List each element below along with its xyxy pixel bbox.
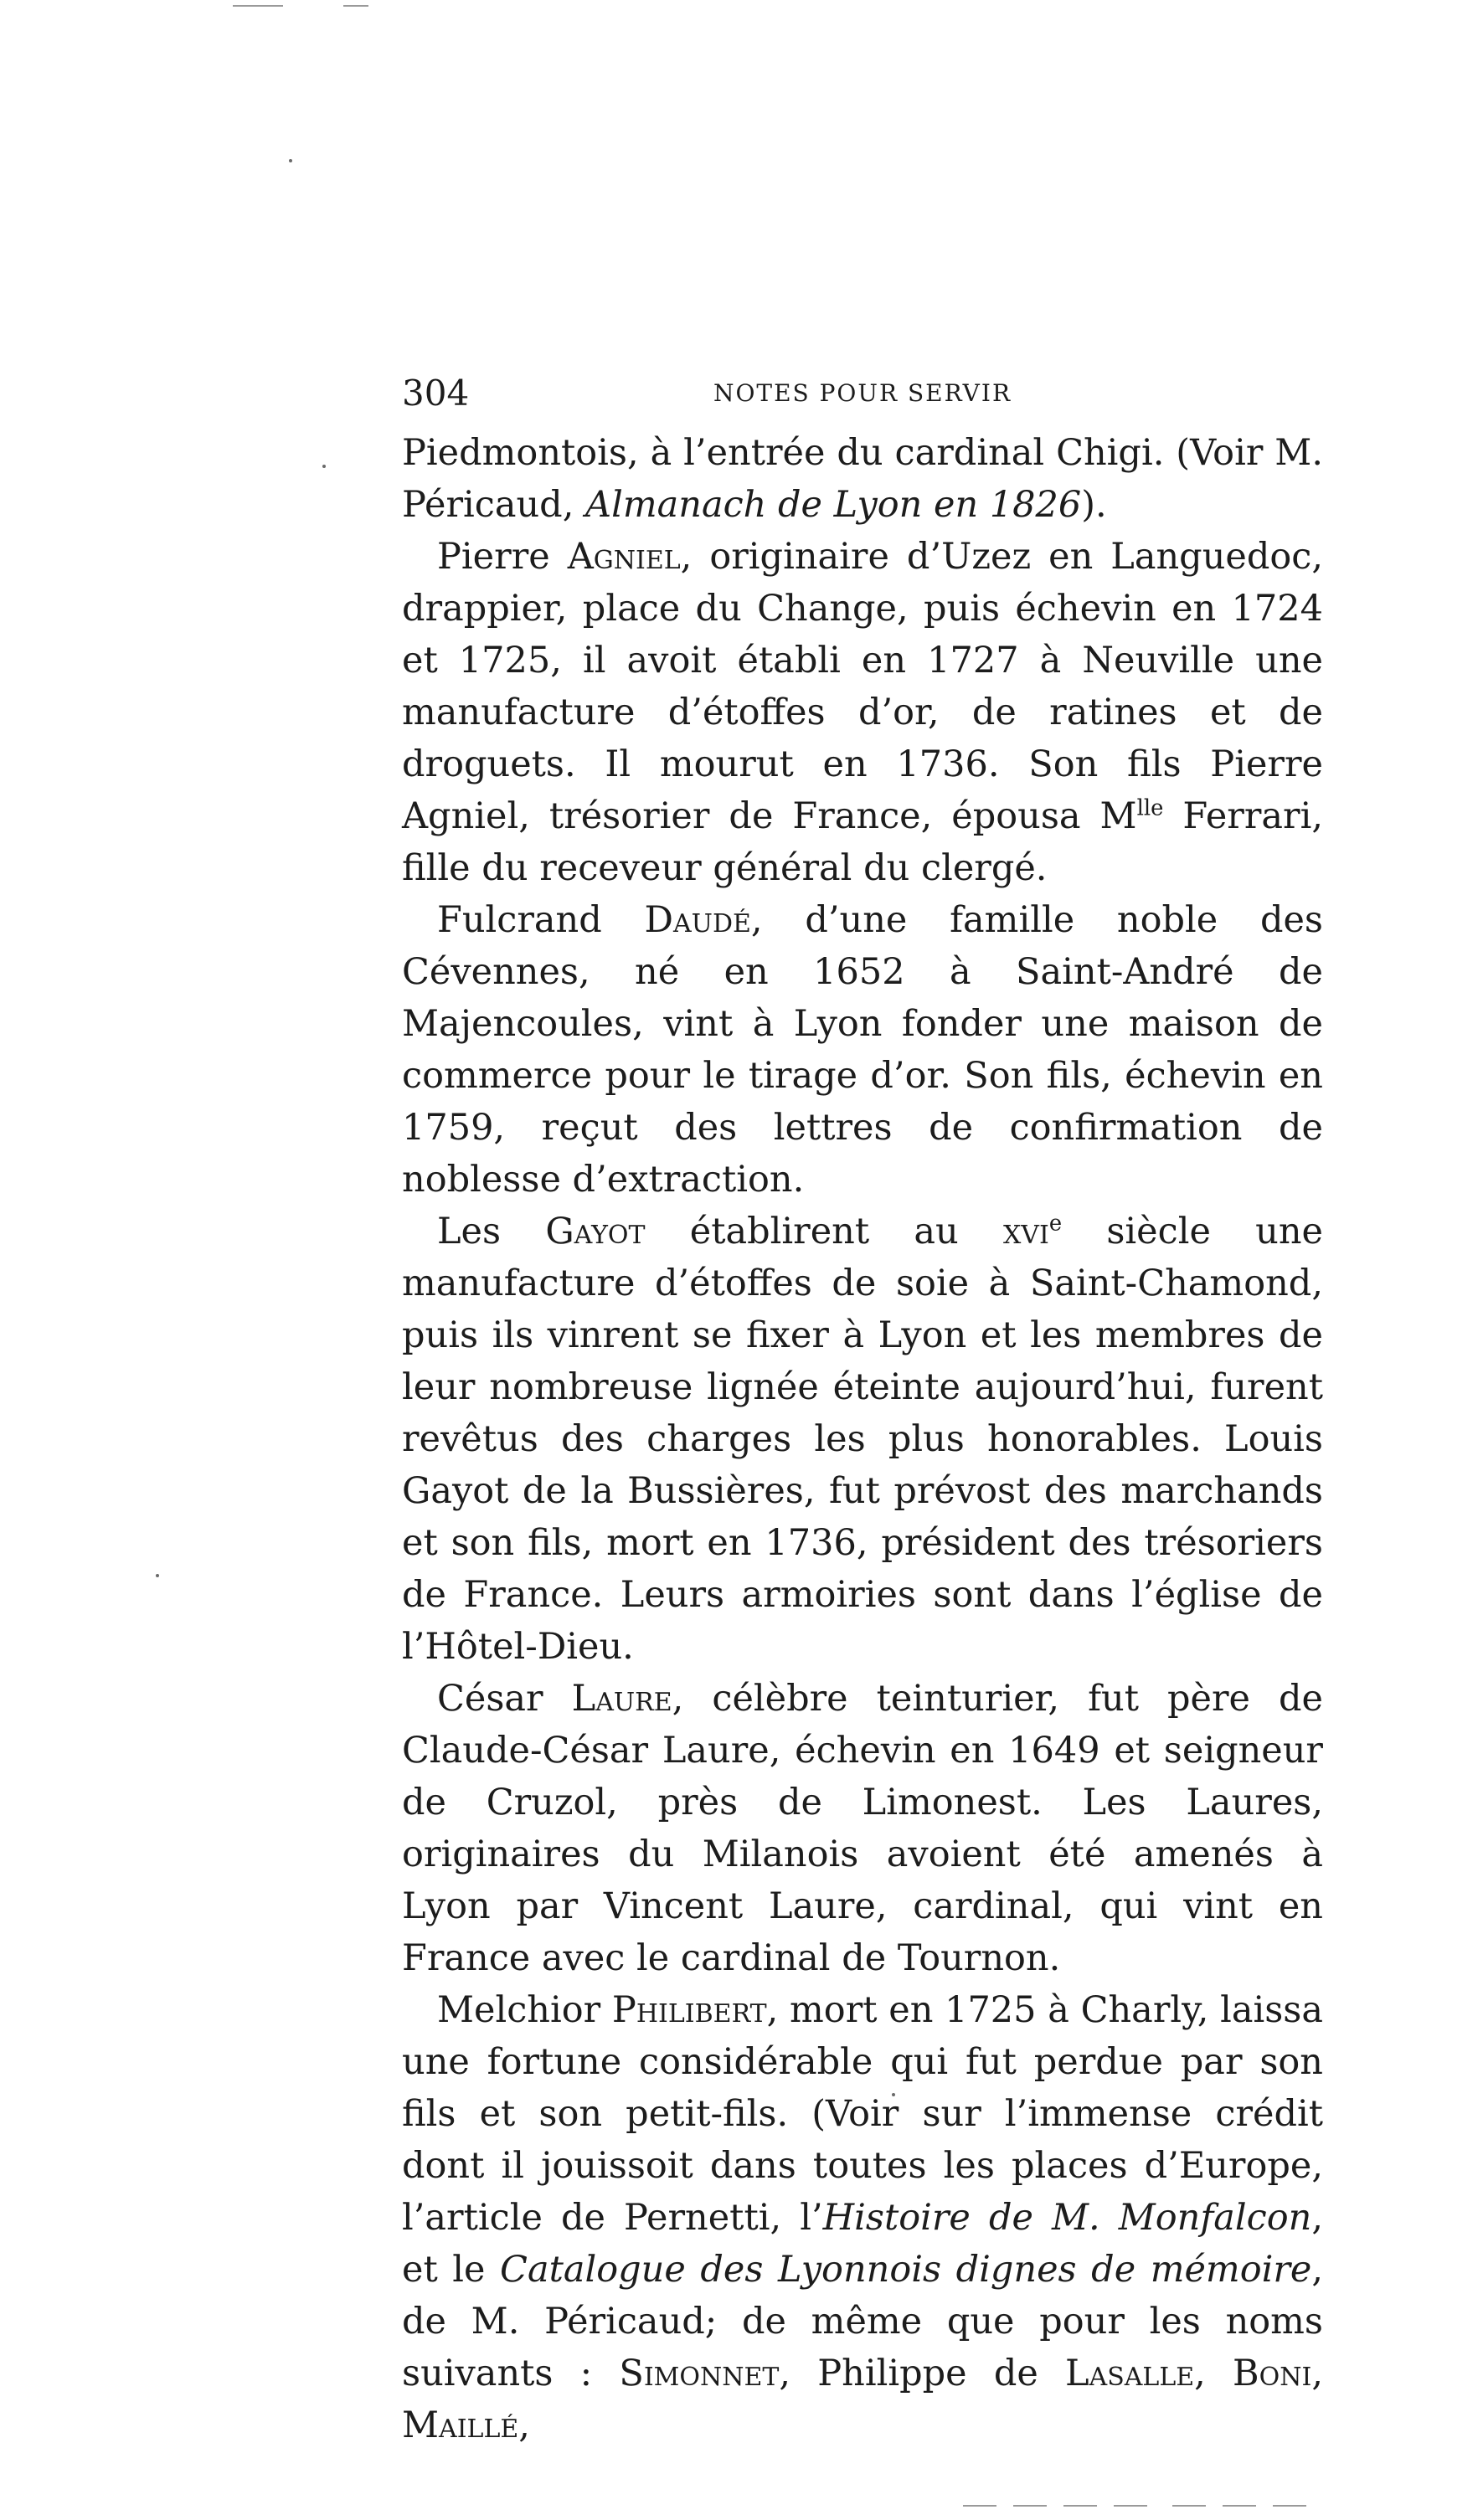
running-head: NOTES POUR SERVIR [713,379,1012,407]
paragraph-laure: César Laure, célèbre teinturier, fut père de Claude-César Laure, échevin en 1649 et seigneur de Cruzol, près de Limonest. Les Laures, originaires du Milanois avoient été amenés à Lyon par Vincent Laure, cardinal, qui vint en France avec le cardinal de Tournon. [402,1678,1323,1979]
scan-mark-bottom [1172,2505,1206,2507]
scan-mark-top-left [233,5,283,7]
paragraph-daude: Fulcrand Daudé, d’une famille noble des Cévennes, né en 1652 à Saint-André de Majencoules, vint à Lyon fonder une maison de commerce pour le tirage d’or. Son fils, échevin en 1759, reçut des lettres de confirmation de noblesse d’extraction. [402,899,1323,1201]
scan-mark-bottom [1114,2505,1147,2507]
scan-mark-bottom [1273,2505,1306,2507]
scan-speck [156,1574,159,1577]
paragraph-gayot: Les Gayot établirent au xvi$^e$ siècle une manufacture d’étoffes de soie à Saint-Chamond, puis ils vinrent se fixer à Lyon et les membres de leur nombreuse lignée éteinte aujourd’hui, furent revêtus des charges les plus honorables. Louis Gayot de la Bussières, fut prévost des marchands et son fils, mort en 1736, président des trésoriers de France. Leurs armoiries sont dans l’église de l’Hôtel-Dieu. [402,1211,1323,1668]
scan-mark-bottom [963,2505,996,2507]
scan-mark-top-mid [343,5,368,7]
paragraph-philibert: Melchior Philibert, mort en 1725 à Charly, laissa une fortune considérable qui fut perdue par son fils et son petit-fils. (Voir sur l’immense crédit dont il jouissoit dans toutes les places d’Europe, l’article de Pernetti, l’Histoire de M. Monfalcon, et le Catalogue des Lyonnois dignes de mémoire, de M. Péricaud; de même que pour les noms suivants : Simonnet, Philippe de Lasalle, Boni, Maillé, [402,1989,1324,2446]
paragraph-agniel: Pierre Agniel, originaire d’Uzez en Languedoc, drappier, place du Change, puis échevin en 1724 et 1725, il avoit établi en 1727 à Neuville une manufacture d’étoffes d’or, de ratines et de droguets. Il mourut en 1736. Son fils Pierre Agniel, trésorier de France, épousa $M^{lle}$ Ferrari, fille du receveur général du clergé. [402,536,1324,889]
scan-speck [289,159,292,162]
scan-mark-bottom [1013,2505,1047,2507]
book-page [402,368,1323,2451]
scan-mark-bottom [1223,2505,1256,2507]
paragraph-chigi: Piedmontois, à l’entrée du cardinal Chigi. (Voir M. Péricaud, Almanach de Lyon en 1826). [402,432,1323,526]
scan-speck [322,465,326,468]
page-number: 304 [402,373,470,414]
scan-mark-bottom [1063,2505,1097,2507]
body-text [402,427,1323,2451]
page-header [402,368,1323,419]
